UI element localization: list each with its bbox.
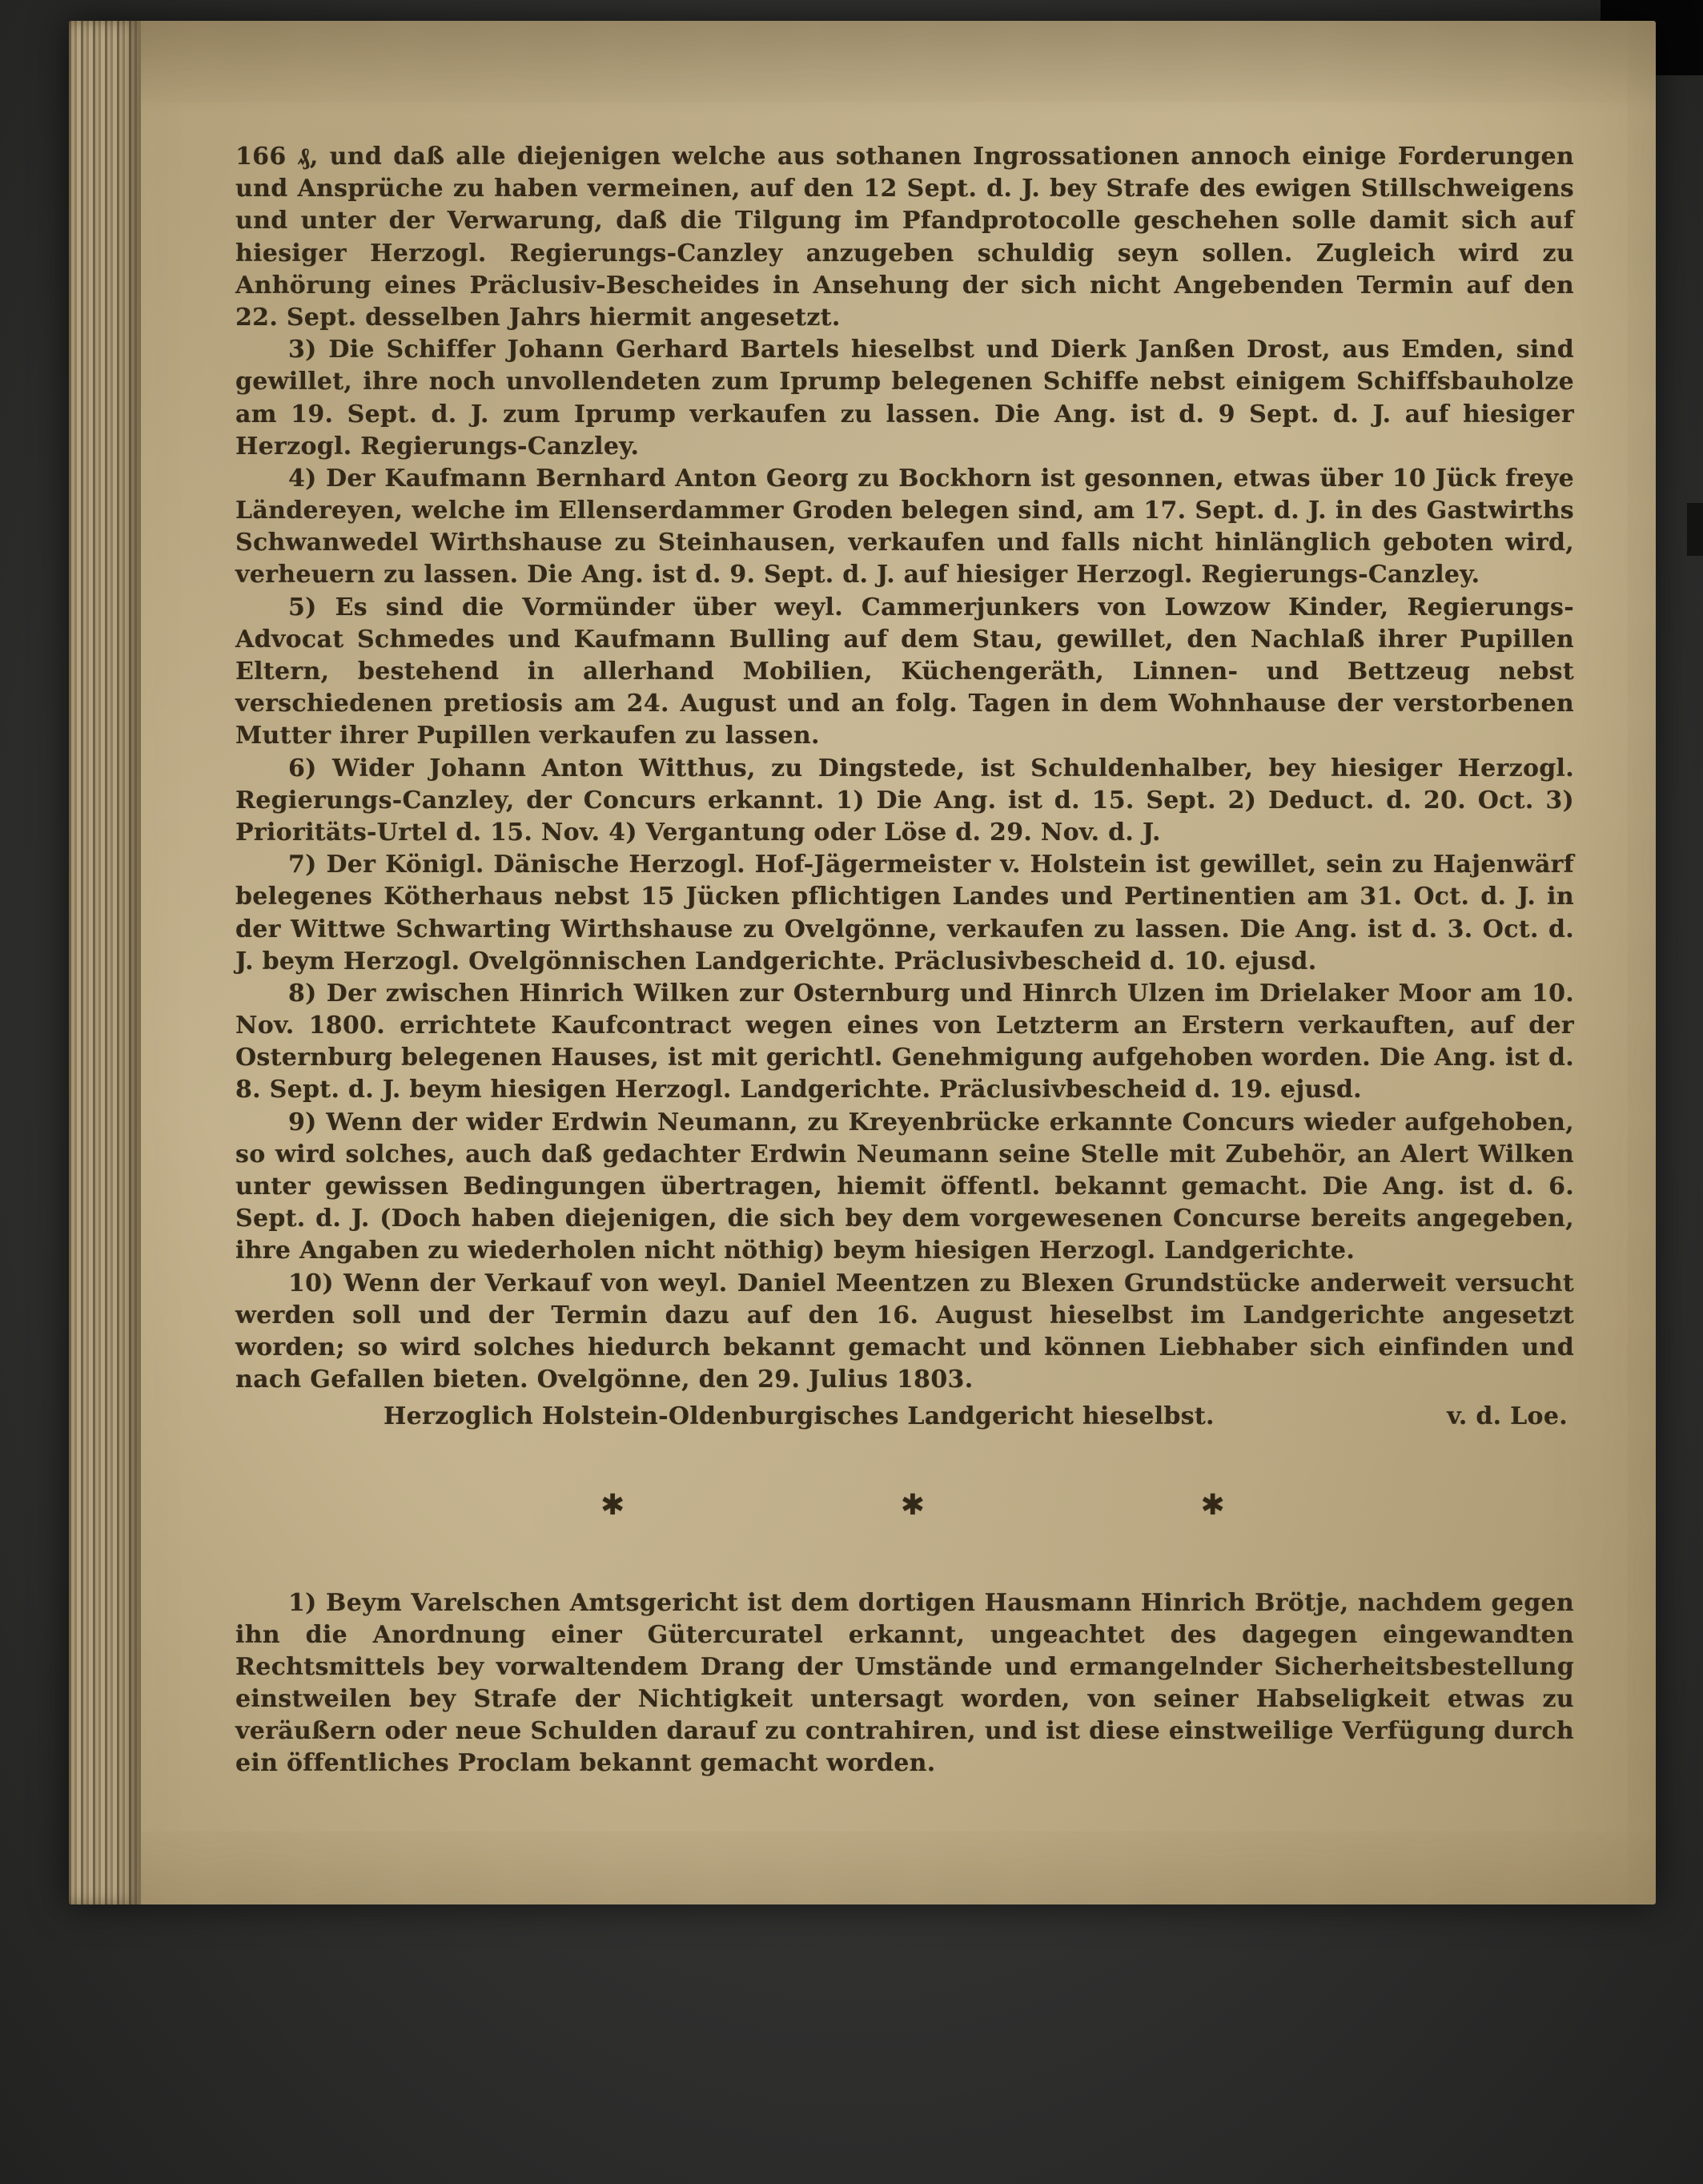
notice-item-4: 4) Der Kaufmann Bernhard Anton Georg zu Bockhorn ist gesonnen, etwas über 10 Jück freye Ländereyen, welche im Ellenserdammer Groden belegen sind, am 17. Sept. d. J. in des Gastwirths Schwanwedel Wirthshause zu Steinhausen, verkaufen und falls nicht hinlänglich geboten wird, verheuern zu lassen. Die Ang. ist d. 9. Sept. d. J. auf hiesiger Herzogl. Regierungs-Canzley.: [235, 464, 1574, 589]
section-separator: [600, 1488, 1225, 1522]
signature-row: [235, 1401, 1574, 1433]
document-page: [69, 21, 1656, 1904]
notice-item-5: 5) Es sind die Vormünder über weyl. Cammerjunkers von Lowzow Kinder, Regierungs-Advocat Schmedes und Kaufmann Bulling auf dem Stau, gewillet, den Nachlaß ihrer Pupillen Eltern, bestehend in allerhand Mobilien, Küchengeräth, Linnen- und Bettzeug nebst verschiedenen pretiosis am 24. August und an folg. Tagen in dem Wohnhause der verstorbenen Mutter ihrer Pupillen verkaufen zu lassen.: [235, 593, 1574, 750]
ornament-icon: ✱: [900, 1488, 926, 1522]
notice-item-9: 9) Wenn der wider Erdwin Neumann, zu Kreyenbrücke erkannte Concurs wieder aufgehoben, so wird solches, auch daß gedachter Erdwin Neumann seine Stelle mit Zubehör, an Alert Wilken unter gewissen Bedingungen übertragen, hiemit öffentl. bekannt gemacht. Die Ang. ist d. 6. Sept. d. J. (Doch haben diejenigen, die sich bey dem vorgewesenen Concurse bereits angegeben, ihre Angaben zu wiederholen nicht nöthig) beym hiesigen Herzogl. Landgerichte.: [235, 1108, 1574, 1265]
scan-edge-mark: [1687, 503, 1703, 556]
ornament-icon: ✱: [600, 1488, 625, 1522]
notice-item-10: 10) Wenn der Verkauf von weyl. Daniel Meentzen zu Blexen Grundstücke anderweit versucht werden soll und der Termin dazu auf den 16. August hieselbst im Landgerichte angesetzt worden; so wird solches hiedurch bekannt gemacht und können Liebhaber sich einfinden und nach Gefallen bieten. Ovelgönne, den 29. Julius 1803.: [235, 1269, 1574, 1394]
notice-item-7: 7) Der Königl. Dänische Herzogl. Hof-Jägermeister v. Holstein ist gewillet, sein zu Hajenwärf belegenes Kötherhaus nebst 15 Jücken pflichtigen Landes und Pertinentien am 31. Oct. d. J. in der Wittwe Schwarting Wirthshause zu Ovelgönne, verkaufen zu lassen. Die Ang. ist d. 3. Oct. d. J. beym Herzogl. Ovelgönnischen Landgerichte. Präclusivbescheid d. 10. ejusd.: [235, 851, 1574, 975]
notice-item-3: 3) Die Schiffer Johann Gerhard Bartels hieselbst und Dierk Janßen Drost, aus Emden, sind gewillet, ihre noch unvollendeten zum Iprump belegenen Schiffe nebst einigem Schiffsbauholze am 19. Sept. d. J. zum Iprump verkaufen zu lassen. Die Ang. ist d. 9 Sept. d. J. auf hiesiger Herzogl. Regierungs-Canzley.: [235, 336, 1574, 461]
court-name: Herzoglich Holstein-Oldenburgisches Landgericht hieselbst.: [384, 1402, 1215, 1431]
page-text-block: [235, 141, 1574, 1780]
notice-item-8: 8) Der zwischen Hinrich Wilken zur Osternburg und Hinrch Ulzen im Drielaker Moor am 10. Nov. 1800. errichtete Kaufcontract wegen eines von Letzterm an Erstern verkauften, auf der Osternburg belegenen Hauses, ist mit gerichtl. Genehmigung aufgehoben worden. Die Ang. ist d. 8. Sept. d. J. beym hiesigen Herzogl. Landgerichte. Präclusivbescheid d. 19. ejusd.: [235, 979, 1574, 1104]
notice-item-6: 6) Wider Johann Anton Witthus, zu Dingstede, ist Schuldenhalber, bey hiesiger Herzogl. Regierungs-Canzley, der Concurs erkannt. 1) Die Ang. ist d. 15. Sept. 2) Deduct. d. 20. Oct. 3) Prioritäts-Urtel d. 15. Nov. 4) Vergantung oder Löse d. 29. Nov. d. J.: [235, 754, 1574, 847]
section2-item-1: 1) Beym Varelschen Amtsgericht ist dem dortigen Hausmann Hinrich Brötje, nachdem gegen ihn die Anordnung einer Gütercuratel erkannt, ungeachtet des dagegen eingewandten Rechtsmittels bey vorwaltendem Drang der Umstände und ermangelnder Sicherheitsbestellung einstweilen bey Strafe der Nichtigkeit untersagt worden, von seiner Habseligkeit etwas zu veräußern oder neue Schulden darauf zu contrahiren, und ist diese einstweilige Verfügung durch ein öffentliches Proclam bekannt gemacht worden.: [235, 1588, 1574, 1778]
ornament-icon: ✱: [1200, 1488, 1225, 1522]
book-spine-edge: [69, 21, 141, 1904]
signer-name: v. d. Loe.: [1447, 1402, 1568, 1431]
continuation-paragraph: 166 ₰, und daß alle diejenigen welche aus sothanen Ingrossationen annoch einige Forderungen und Ansprüche zu haben vermeinen, auf den 12 Sept. d. J. bey Strafe des ewigen Stillschweigens und unter der Verwarung, daß die Tilgung im Pfandprotocolle geschehen solle damit sich auf hiesiger Herzogl. Regierungs-Canzley anzugeben schuldig seyn sollen. Zugleich wird zu Anhörung eines Präclusiv-Bescheides in Ansehung der sich nicht Angebenden Termin auf den 22. Sept. desselben Jahrs hiermit angesetzt.: [235, 143, 1574, 332]
